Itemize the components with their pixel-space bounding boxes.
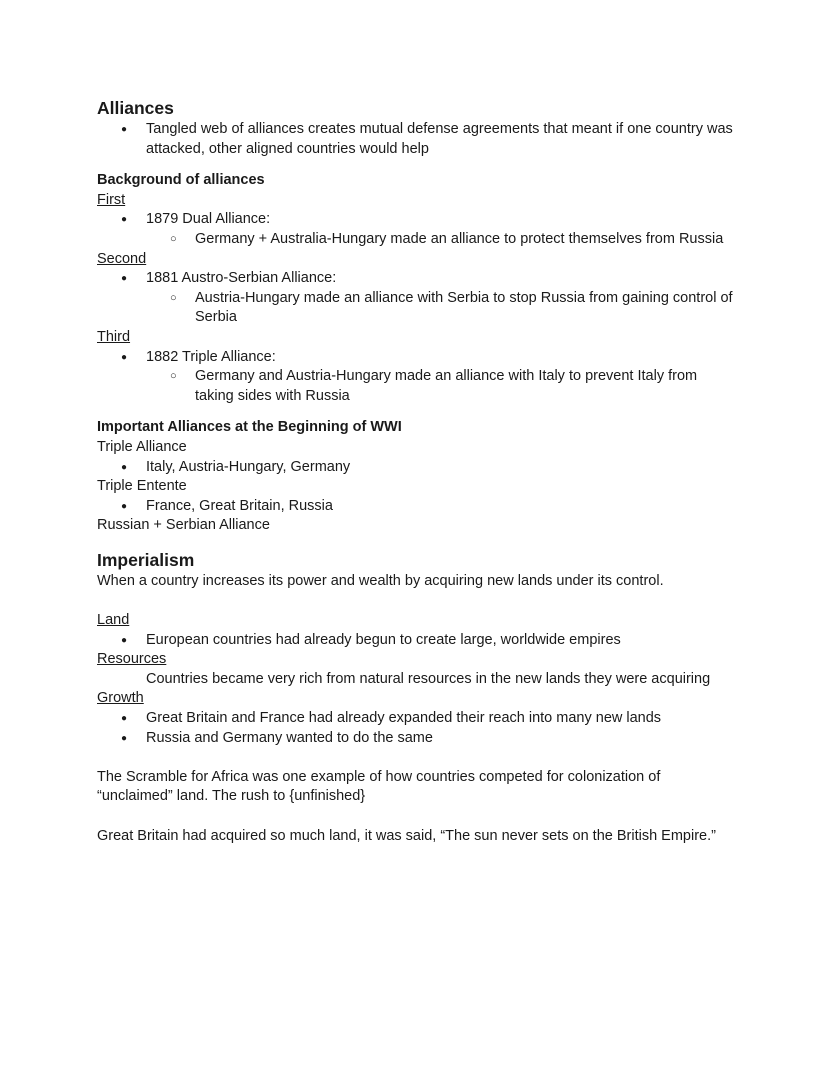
austro-serbian-detail: ○ Austria-Hungary made an alliance with Serbia to stop Russia from gaining control of Serbia <box>97 289 737 328</box>
second-label: Second <box>97 250 147 267</box>
background-heading: Background of alliances <box>97 172 265 189</box>
triple-entente-label: Triple Entente <box>97 478 187 495</box>
land-label: Land <box>97 612 130 629</box>
growth-label: Growth <box>97 690 144 707</box>
land-list <box>97 631 737 651</box>
alliances-intro-list <box>97 120 737 159</box>
triple-entente-list <box>97 497 737 517</box>
triple-alliance-1882-item: ● 1882 Triple Alliance: <box>97 348 737 368</box>
triple-alliance-list <box>97 458 737 478</box>
triple-alliance-members: ● Italy, Austria-Hungary, Germany <box>97 458 737 478</box>
resources-label: Resources <box>97 651 167 668</box>
resources-text: Countries became very rich from natural resources in the new lands they were acquiring <box>146 670 711 687</box>
triple-alliance-label: Triple Alliance <box>97 438 187 455</box>
alliances-intro: ● Tangled web of alliances creates mutual defense agreements that meant if one country was attacked, other aligned countries would help <box>97 120 737 159</box>
third-list <box>97 348 737 368</box>
russian-serbian-alliance: Russian + Serbian Alliance <box>97 517 270 534</box>
growth-list <box>97 709 737 748</box>
land-item: ● European countries had already begun to create large, worldwide empires <box>97 631 737 651</box>
imperialism-definition: When a country increases its power and wealth by acquiring new lands under its control. <box>97 572 664 589</box>
second-sublist <box>97 289 737 328</box>
austro-serbian-item: ● 1881 Austro-Serbian Alliance: <box>97 269 737 289</box>
first-sublist <box>97 230 737 250</box>
document-body <box>97 96 737 846</box>
third-sublist <box>97 367 737 406</box>
scramble-for-africa: The Scramble for Africa was one example of how countries competed for colonization of “unclaimed” land. The rush to {unfinished} <box>97 768 661 805</box>
important-alliances-heading: Important Alliances at the Beginning of WWI <box>97 419 402 436</box>
dual-alliance-detail: ○ Germany + Australia-Hungary made an alliance to protect themselves from Russia <box>97 230 737 250</box>
dual-alliance-item: ● 1879 Dual Alliance: <box>97 210 737 230</box>
first-list <box>97 210 737 230</box>
triple-entente-members: ● France, Great Britain, Russia <box>97 497 737 517</box>
growth-item: ● Great Britain and France had already expanded their reach into many new lands <box>97 709 737 729</box>
first-label: First <box>97 191 126 208</box>
british-empire-quote: Great Britain had acquired so much land, it was said, “The sun never sets on the British Empire.” <box>97 827 716 844</box>
third-label: Third <box>97 328 131 345</box>
imperialism-heading: Imperialism <box>97 549 195 570</box>
second-list <box>97 269 737 289</box>
growth-item: ● Russia and Germany wanted to do the same <box>97 729 737 749</box>
triple-alliance-1882-detail: ○ Germany and Austria-Hungary made an alliance with Italy to prevent Italy from taking sides with Russia <box>97 367 737 406</box>
alliances-heading: Alliances <box>97 98 174 118</box>
